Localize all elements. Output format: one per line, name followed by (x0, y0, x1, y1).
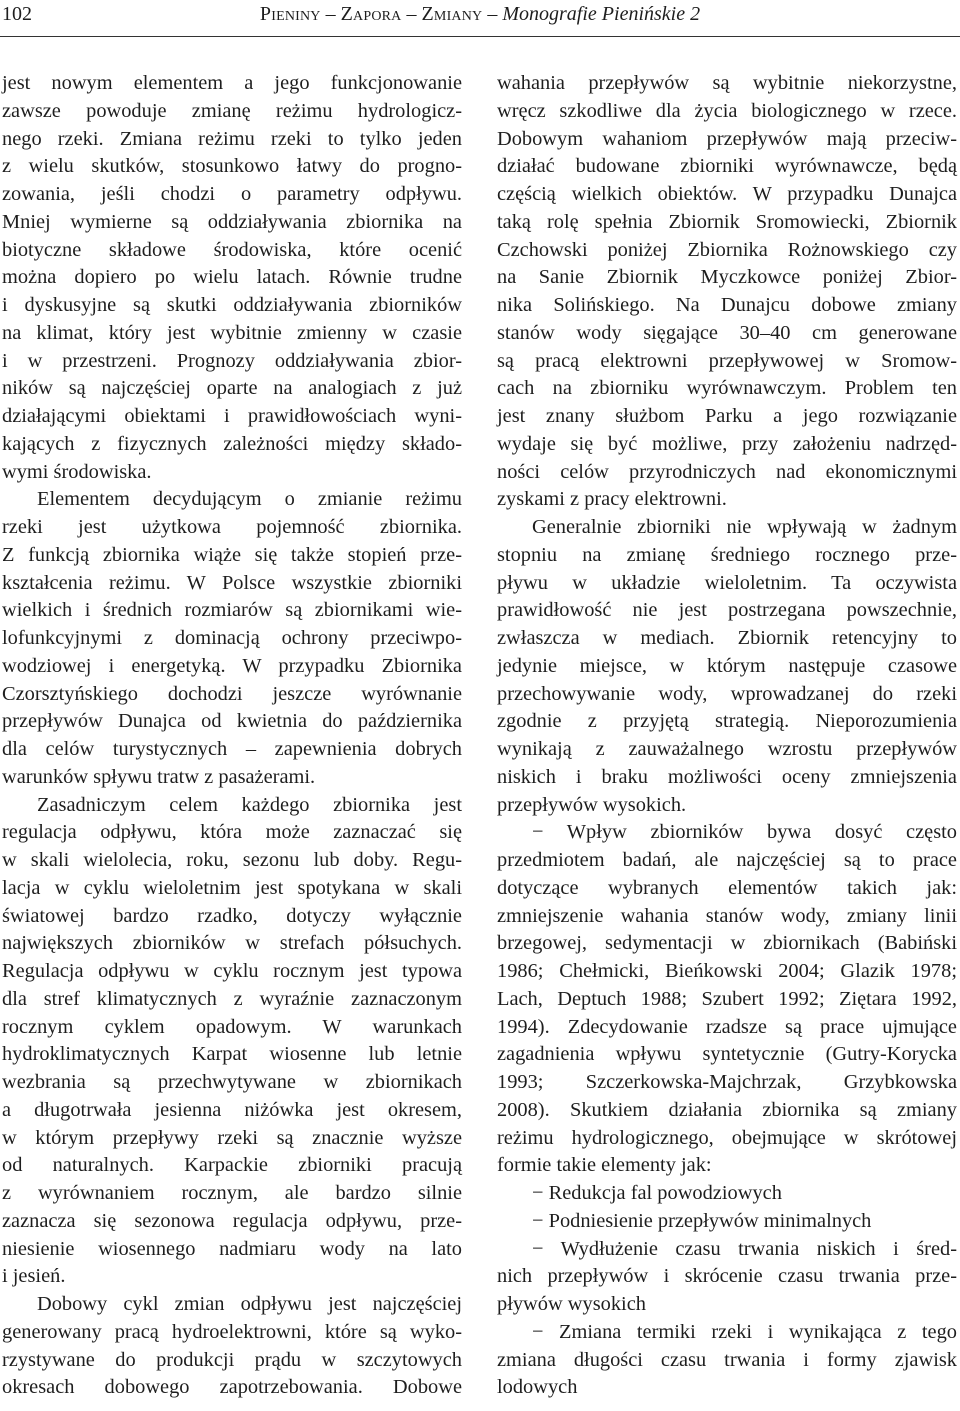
right-text-column (497, 70, 957, 1402)
text-line: okresach dobowego zapotrzebowania. Dobowe (2, 1376, 462, 1399)
text-line: rocznym cyklem opadowym. W warunkach (2, 1015, 462, 1038)
text-line: działać budowane zbiorniki wyrównawcze, będą (497, 155, 957, 178)
text-line: kształcenia reżimu. W Polsce wszystkie zbiorniki (2, 571, 462, 594)
text-line: z wyrównaniem rocznym, ale bardzo silnie (2, 1182, 462, 1204)
text-line: pływu w układzie wieloletnim. Ta oczywista (497, 571, 957, 594)
text-line: wymi środowiska. (2, 460, 152, 483)
text-line: jedynie miejsce, w którym następuje czasowe (497, 654, 957, 677)
text-line: stanów wody sięgające 30–40 cm generowane (497, 321, 957, 344)
text-line: jest nowym elementem a jego funkcjonowanie (2, 72, 462, 94)
text-line: generowany pracą hydroelektrowni, które są wyko- (2, 1320, 462, 1343)
text-line: działającymi obiektami i prawidłowościach wyni- (2, 405, 462, 427)
text-line: nego rzeki. Zmiana reżimu rzeki to tylko jeden (2, 127, 462, 150)
text-line: taką rolę spełnia Zbiornik Sromowiecki, Zbiornik (497, 210, 957, 233)
text-line: Regulacja odpływu w cyklu rocznym jest typowa (2, 960, 462, 982)
text-line: ności celów przyrodniczych nad ekonomicznymi (497, 460, 957, 483)
text-line: rzeki jest użytkowa pojemność zbiornika. (2, 516, 462, 538)
text-line: Z funkcją zbiornika wiąże się także stopień prze- (2, 543, 462, 566)
text-line: Generalnie zbiorniki nie wpływają w żadnym (532, 516, 957, 538)
text-line: Dobowy cykl zmian odpływu jest najczęściej (37, 1293, 462, 1315)
text-line: warunków spływu tratw z pasażerami. (2, 765, 316, 788)
text-line: zawsze powoduje zmianę reżimu hydrologicz- (2, 99, 462, 122)
text-line: nika Solińskiego. Na Dunajcu dobowe zmiany (497, 294, 957, 316)
text-line: na Sanie Zbiornik Myczkowce poniżej Zbior- (497, 266, 957, 289)
header-rule (0, 36, 960, 37)
series-separator-3: – (482, 3, 503, 25)
text-line: Czorsztyńskiego dochodzi jeszcze wyrównanie (2, 682, 462, 705)
text-line: wezbrania są przechwytywane w zbiornikach (2, 1071, 462, 1093)
text-line: w skali wielolecia, roku, sezonu lub doby. Regu- (2, 849, 462, 871)
text-line: dotyczące wybranych elementów takich jak: (497, 876, 957, 899)
text-line: dla stref klimatycznych z wyraźnie zaznaczonym (2, 987, 462, 1010)
left-text-column (2, 70, 462, 1402)
text-line: wahania przepływów są wybitnie niekorzystne, (497, 72, 957, 94)
series-monograph-title: Monografie Pienińskie 2 (502, 3, 701, 25)
text-line: wodziowej i energetyką. W przypadku Zbiornika (2, 654, 462, 677)
series-title (0, 2, 960, 26)
text-line: zaznacza się sezonowa regulacja odpływu, prze- (2, 1209, 462, 1232)
text-line: pływów wysokich (497, 1293, 646, 1315)
text-line: zowania, jeśli chodzi o parametry odpływu. (2, 183, 462, 205)
text-line: wielkich i średnich rozmiarów są zbiornikami wie- (2, 599, 462, 622)
text-line: Dobowym wahaniom przepływów mają przeciw- (497, 127, 957, 150)
text-line: częścią wielkich obiektów. W przypadku Dunajca (497, 183, 957, 205)
text-line: 1993; Szczerkowska-Majchrzak, Grzybkowska (497, 1071, 957, 1093)
text-line: Lach, Deptuch 1988; Szubert 1992; Ziętara 1992, (497, 987, 957, 1010)
text-line: Elementem decydującym o zmianie reżimu (37, 488, 462, 511)
series-zapora: Zapora (340, 3, 402, 25)
text-line: są pracą elektrowni przepływowej w Sromow- (497, 349, 957, 372)
text-line: Czchowski poniżej Zbiornika Rożnowskiego czy (497, 238, 957, 261)
text-line: lofunkcyjnymi z dominacją ochrony przeciwpo- (2, 627, 462, 649)
text-line: w którym przepływy rzeki są znacznie wyższe (2, 1126, 462, 1149)
text-line: − Podniesienie przepływów minimalnych (532, 1209, 872, 1232)
text-line: wynikają z zauważalnego wzrostu przepływów (497, 738, 957, 760)
text-line: lodowych (497, 1376, 578, 1399)
text-line: dla celów turystycznych – zapewnienia dobrych (2, 738, 462, 760)
text-line: światowej bardzo rzadko, dotyczy wyłącznie (2, 904, 462, 927)
text-line: zgodnie z przyjętą strategią. Nieporozumienia (497, 710, 957, 733)
text-line: − Wpływ zbiorników bywa dosyć często (532, 821, 957, 844)
text-line: prawidłowość nie jest postrzegana powszechnie, (497, 599, 957, 622)
text-line: reżimu hydrologicznego, obejmujące w skrótowej (497, 1126, 957, 1149)
text-line: 1986; Chełmicki, Bieńkowski 2004; Glazik 1978; (497, 960, 957, 982)
text-line: − Wydłużenie czasu trwania niskich i śred- (532, 1237, 957, 1260)
text-line: i w przestrzeni. Prognozy oddziaływania zbior- (2, 349, 462, 372)
text-line: największych zbiorników w strefach półsuchych. (2, 932, 462, 955)
text-line: przedmiotem badań, ale najczęściej są to prace (497, 849, 957, 871)
text-line: ników są najczęściej oparte na analogiach z już (2, 377, 462, 400)
text-line: na klimat, który jest wybitnie zmienny w czasie (2, 321, 462, 344)
series-separator-2: – (401, 3, 422, 25)
text-line: zyskami z pracy elektrowni. (497, 488, 727, 511)
text-line: niskich i braku możliwości oceny zmniejszenia (497, 765, 957, 788)
text-line: przepływów wysokich. (497, 793, 687, 816)
text-line: brzegowej, sedymentacji w zbiornikach (Babiński (497, 932, 957, 955)
text-line: lacja w cyklu wieloletnim jest spotykana w skali (2, 876, 462, 899)
text-line: od naturalnych. Karpackie zbiorniki pracują (2, 1154, 462, 1177)
text-line: 1994). Zdecydowanie rzadsze są prace ujmujące (497, 1015, 957, 1038)
page-number: 102 (2, 3, 32, 25)
running-header (0, 0, 960, 40)
text-line: stopniu na zmianę średniego rocznego prze- (497, 543, 957, 566)
text-line: − Redukcja fal powodziowych (532, 1182, 782, 1204)
text-line: a długotrwała jesienna niżówka jest okresem, (2, 1098, 462, 1121)
text-line: i jesień. (2, 1265, 66, 1288)
series-pieniny: Pieniny (259, 3, 321, 25)
text-line: regulacja odpływu, która może zaznaczać się (2, 821, 462, 844)
text-line: zmniejszenie wahania stanów wody, zmiany linii (497, 904, 957, 927)
text-line: 2008). Skutkiem działania zbiornika są zmiany (497, 1098, 957, 1121)
text-line: wydaje się być możliwe, przy założeniu nadrzęd- (497, 432, 957, 455)
text-line: Zasadniczym celem każdego zbiornika jest (37, 793, 462, 816)
text-line: i dyskusyjne są skutki oddziaływania zbiorników (2, 294, 462, 316)
series-zmiany: Zmiany (421, 3, 483, 25)
text-line: rzystywane do produkcji prądu w szczytowych (2, 1348, 462, 1371)
text-line: przechowywanie wody, wprowadzanej do rzeki (497, 682, 957, 705)
text-line: jest znany służbom Parku a jego rozwiązanie (497, 405, 957, 427)
text-line: przepływów Dunajca od kwietnia do października (2, 710, 462, 733)
text-line: wręcz szkodliwe dla życia biologicznego w rzece. (497, 99, 957, 122)
text-line: − Zmiana termiki rzeki i wynikająca z tego (532, 1320, 957, 1343)
text-line: zmiana długości czasu trwania i formy zjawisk (497, 1348, 957, 1371)
text-line: zagadnienia wpływu syntetycznie (Gutry-Korycka (497, 1043, 957, 1066)
text-line: zwłaszcza w mediach. Zbiornik retencyjny to (497, 627, 957, 649)
text-line: biotyczne składowe środowiska, które ocenić (2, 238, 462, 261)
text-line: z wielu skutków, stosunkowo łatwy do progno- (2, 155, 462, 178)
text-line: kających z fizycznych zależności między składo- (2, 432, 462, 455)
text-line: hydroklimatycznych Karpat wiosenne lub letnie (2, 1043, 462, 1066)
series-separator-1: – (320, 3, 341, 25)
text-line: można dopiero po wielu latach. Równie trudne (2, 266, 462, 289)
text-line: nich przepływów i skrócenie czasu trwania prze- (497, 1265, 957, 1288)
text-line: niesienie wiosennego nadmiaru wody na lato (2, 1237, 462, 1260)
text-line: formie takie elementy jak: (497, 1154, 712, 1177)
text-line: cach na zbiorniku wyrównawczym. Problem ten (497, 377, 957, 400)
text-line: Mniej wymierne są oddziaływania zbiornika na (2, 210, 462, 233)
